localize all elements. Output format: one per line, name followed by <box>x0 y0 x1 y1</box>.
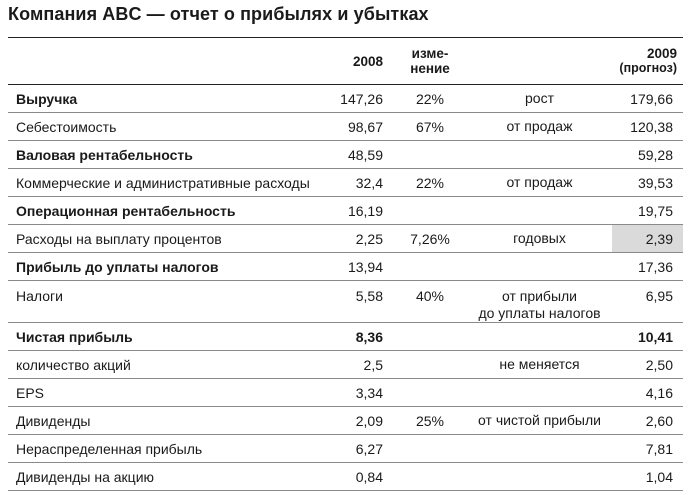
change-value: 7,26% <box>410 230 450 247</box>
note <box>467 197 612 225</box>
value-2008: 0,84 <box>355 468 383 485</box>
value-2008: 13,94 <box>347 258 383 275</box>
row-label: Нераспределенная прибыль <box>16 440 203 457</box>
value-2008: 8,36 <box>355 328 383 345</box>
note: рост <box>525 90 554 106</box>
value-2008: 2,5 <box>363 356 383 373</box>
row-label: Чистая прибыль <box>16 328 133 345</box>
row-label: Дивиденды на акцию <box>16 468 155 485</box>
row-label: количество акций <box>16 356 131 373</box>
value-2009: 10,41 <box>637 328 673 345</box>
change-value <box>393 323 467 351</box>
table-header-row <box>8 38 683 85</box>
note <box>467 323 612 351</box>
table-row-retained-earnings <box>8 435 683 463</box>
header-change <box>393 38 467 85</box>
change-value: 40% <box>415 288 445 304</box>
note: не меняется <box>499 356 580 372</box>
note-line1: от прибыли <box>501 288 578 304</box>
row-label: Операционная рентабельность <box>16 202 236 219</box>
change-value <box>393 141 467 169</box>
table-row-interest <box>8 225 683 253</box>
value-2009: 17,36 <box>637 258 673 275</box>
row-label: Выручка <box>16 90 78 107</box>
change-value: 22% <box>415 174 445 191</box>
table-row-pretax-profit <box>8 253 683 281</box>
value-2009: 1,04 <box>645 468 673 485</box>
value-2009-highlighted: 2,39 <box>612 225 683 253</box>
page-title: Компания ABC — отчет о прибылях и убытках <box>8 4 429 24</box>
header-2009-line1: 2009 <box>646 46 677 61</box>
row-label: EPS <box>16 384 45 401</box>
note <box>467 435 612 463</box>
note: от продаж <box>506 118 573 134</box>
header-change-line1: изме- <box>411 46 449 61</box>
row-label: Валовая рентабельность <box>16 146 193 163</box>
value-2008: 16,19 <box>347 202 383 219</box>
value-2008: 98,67 <box>347 118 383 135</box>
value-2008: 48,59 <box>347 146 383 163</box>
value-2008: 2,25 <box>355 230 383 247</box>
value-2008: 5,58 <box>355 288 383 304</box>
table-row-cogs <box>8 113 683 141</box>
value-2009: 120,38 <box>630 118 673 135</box>
change-value <box>393 463 467 491</box>
header-change-line2: нение <box>410 61 450 76</box>
table-row-dps <box>8 463 683 491</box>
note: годовых <box>513 230 566 246</box>
note <box>467 463 612 491</box>
value-2009: 39,53 <box>637 174 673 191</box>
row-label: Себестоимость <box>16 118 117 135</box>
value-2009: 19,75 <box>637 202 673 219</box>
value-2008: 32,4 <box>355 174 383 191</box>
value-2009: 59,28 <box>637 146 673 163</box>
header-2009-line2: (прогноз) <box>619 61 677 75</box>
value-2009: 2,60 <box>645 412 673 429</box>
note <box>467 141 612 169</box>
value-2009: 4,16 <box>645 384 673 401</box>
table-row-revenue <box>8 85 683 113</box>
table-row-sga <box>8 169 683 197</box>
row-label: Дивиденды <box>16 412 91 429</box>
row-label: Налоги <box>16 288 63 304</box>
note-line2: до уплаты налогов <box>478 305 601 321</box>
value-2009: 7,81 <box>645 440 673 457</box>
note: от чистой прибыли <box>478 412 601 428</box>
table-row-shares <box>8 351 683 379</box>
header-label-spacer <box>8 38 337 85</box>
change-value <box>393 197 467 225</box>
table-row-operating-margin <box>8 197 683 225</box>
header-note-spacer <box>467 38 612 85</box>
table-row-eps <box>8 379 683 407</box>
note <box>467 281 612 323</box>
header-2008: 2008 <box>337 38 393 85</box>
value-2009: 6,95 <box>645 288 673 304</box>
note <box>467 379 612 407</box>
value-2009: 2,50 <box>645 356 673 373</box>
note: от продаж <box>506 174 573 190</box>
value-2008: 147,26 <box>340 90 383 107</box>
table-row-net-income <box>8 323 683 351</box>
change-value <box>393 379 467 407</box>
change-value: 67% <box>415 118 445 135</box>
change-value <box>393 253 467 281</box>
table-row-dividends <box>8 407 683 435</box>
income-statement-table <box>8 37 683 491</box>
value-2008: 6,27 <box>355 440 383 457</box>
row-label: Расходы на выплату процентов <box>16 230 222 247</box>
table-row-taxes <box>8 281 683 323</box>
note <box>467 253 612 281</box>
value-2008: 3,34 <box>355 384 383 401</box>
change-value <box>393 435 467 463</box>
value-2008: 2,09 <box>355 412 383 429</box>
table-row-gross-margin <box>8 141 683 169</box>
row-label: Прибыль до уплаты налогов <box>16 258 219 275</box>
value-2009: 179,66 <box>630 90 673 107</box>
change-value: 22% <box>415 90 445 107</box>
header-2009 <box>612 38 683 85</box>
change-value: 25% <box>415 412 445 429</box>
row-label: Коммерческие и административные расходы <box>16 174 310 191</box>
change-value <box>393 351 467 379</box>
